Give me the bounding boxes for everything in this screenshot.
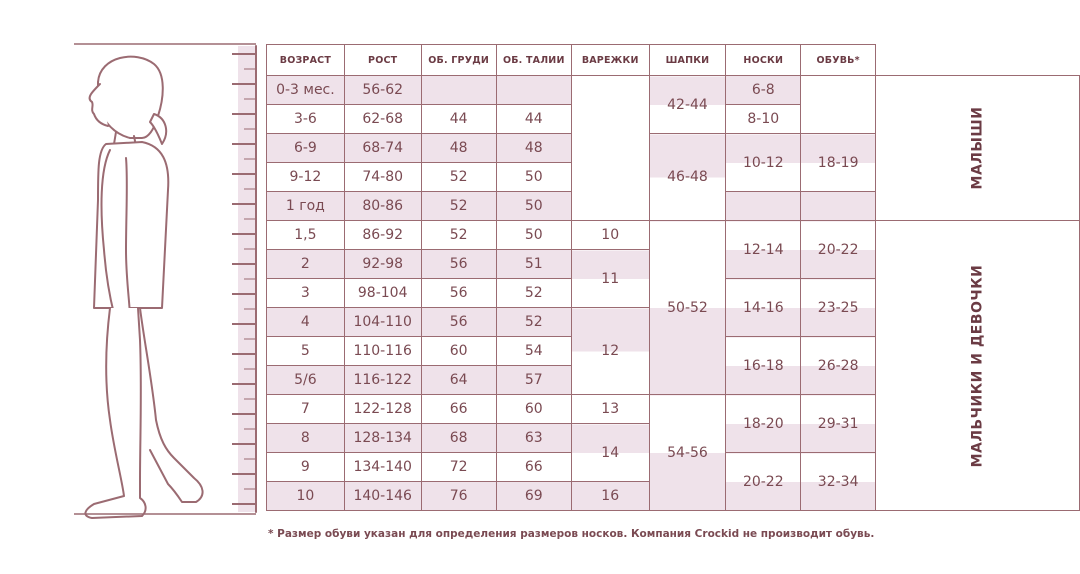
height-cell: 80-86 <box>344 192 421 221</box>
chest-cell: 52 <box>421 163 496 192</box>
chest-cell: 56 <box>421 308 496 337</box>
chest-cell: 44 <box>421 105 496 134</box>
waist-cell: 66 <box>496 453 571 482</box>
mittens-cell: 14 <box>571 424 649 482</box>
age-cell: 9 <box>267 453 345 482</box>
age-cell: 5/6 <box>267 366 345 395</box>
hats-cell: 54-56 <box>649 395 726 511</box>
footnote: * Размер обуви указан для определения размеров носков. Компания Crockid не производит обувь. <box>268 528 875 540</box>
chest-cell: 72 <box>421 453 496 482</box>
shoes-cell: 29-31 <box>801 395 876 453</box>
socks-cell: 8-10 <box>726 105 801 134</box>
waist-cell: 63 <box>496 424 571 453</box>
chest-cell: 64 <box>421 366 496 395</box>
age-cell: 8 <box>267 424 345 453</box>
age-cell: 5 <box>267 337 345 366</box>
mittens-cell: 10 <box>571 221 649 250</box>
size-table <box>266 44 1080 511</box>
group-babies-label: МАЛЫШИ <box>969 106 986 190</box>
waist-cell: 50 <box>496 163 571 192</box>
child-silhouette-icon <box>70 40 270 520</box>
waist-cell: 51 <box>496 250 571 279</box>
shoes-empty-cell <box>801 76 876 134</box>
waist-cell: 50 <box>496 221 571 250</box>
age-cell: 9-12 <box>267 163 345 192</box>
chest-cell <box>421 76 496 105</box>
chest-cell: 66 <box>421 395 496 424</box>
waist-cell: 48 <box>496 134 571 163</box>
height-cell: 116-122 <box>344 366 421 395</box>
shoes-cell: 26-28 <box>801 337 876 395</box>
mittens-cell: 12 <box>571 308 649 395</box>
socks-cell: 6-8 <box>726 76 801 105</box>
chest-cell: 76 <box>421 482 496 511</box>
shoes-cell: 32-34 <box>801 453 876 511</box>
waist-cell: 60 <box>496 395 571 424</box>
hats-cell: 46-48 <box>649 134 726 221</box>
header-row <box>267 45 1080 76</box>
age-cell: 1 год <box>267 192 345 221</box>
header-socks: НОСКИ <box>726 45 801 76</box>
socks-cell: 20-22 <box>726 453 801 511</box>
header-age: ВОЗРАСТ <box>267 45 345 76</box>
hats-cell: 42-44 <box>649 76 726 134</box>
height-cell: 86-92 <box>344 221 421 250</box>
height-cell: 134-140 <box>344 453 421 482</box>
chest-cell: 56 <box>421 279 496 308</box>
socks-cell: 18-20 <box>726 395 801 453</box>
height-cell: 56-62 <box>344 76 421 105</box>
waist-cell: 57 <box>496 366 571 395</box>
age-cell: 2 <box>267 250 345 279</box>
waist-cell: 52 <box>496 279 571 308</box>
height-cell: 92-98 <box>344 250 421 279</box>
age-cell: 1,5 <box>267 221 345 250</box>
height-cell: 140-146 <box>344 482 421 511</box>
waist-cell: 50 <box>496 192 571 221</box>
height-cell: 74-80 <box>344 163 421 192</box>
shoes-empty-cell <box>801 192 876 221</box>
height-cell: 122-128 <box>344 395 421 424</box>
age-cell: 3-6 <box>267 105 345 134</box>
age-cell: 3 <box>267 279 345 308</box>
shoes-cell: 18-19 <box>801 134 876 192</box>
chest-cell: 52 <box>421 221 496 250</box>
height-cell: 110-116 <box>344 337 421 366</box>
height-cell: 104-110 <box>344 308 421 337</box>
header-shoes: ОБУВЬ* <box>801 45 876 76</box>
socks-cell: 14-16 <box>726 279 801 337</box>
mittens-cell: 16 <box>571 482 649 511</box>
socks-cell: 16-18 <box>726 337 801 395</box>
header-mittens: ВАРЕЖКИ <box>571 45 649 76</box>
shoes-cell: 20-22 <box>801 221 876 279</box>
chest-cell: 56 <box>421 250 496 279</box>
socks-empty-cell <box>726 192 801 221</box>
age-cell: 10 <box>267 482 345 511</box>
child-figure-illustration <box>70 40 270 520</box>
chest-cell: 48 <box>421 134 496 163</box>
height-cell: 68-74 <box>344 134 421 163</box>
socks-cell: 10-12 <box>726 134 801 192</box>
age-cell: 6-9 <box>267 134 345 163</box>
age-cell: 4 <box>267 308 345 337</box>
header-height: РОСТ <box>344 45 421 76</box>
mittens-cell: 13 <box>571 395 649 424</box>
waist-cell: 44 <box>496 105 571 134</box>
header-waist: ОБ. ТАЛИИ <box>496 45 571 76</box>
chest-cell: 52 <box>421 192 496 221</box>
age-cell: 7 <box>267 395 345 424</box>
header-spacer <box>876 45 1080 76</box>
socks-cell: 12-14 <box>726 221 801 279</box>
group-kids <box>876 221 1080 511</box>
height-cell: 62-68 <box>344 105 421 134</box>
height-cell: 128-134 <box>344 424 421 453</box>
waist-cell: 54 <box>496 337 571 366</box>
hats-cell: 50-52 <box>649 221 726 395</box>
header-hats: ШАПКИ <box>649 45 726 76</box>
chest-cell: 68 <box>421 424 496 453</box>
mittens-empty-cell <box>571 76 649 221</box>
waist-cell <box>496 76 571 105</box>
mittens-cell: 11 <box>571 250 649 308</box>
age-cell: 0-3 мес. <box>267 76 345 105</box>
height-cell: 98-104 <box>344 279 421 308</box>
waist-cell: 69 <box>496 482 571 511</box>
header-chest: ОБ. ГРУДИ <box>421 45 496 76</box>
group-babies <box>876 76 1080 221</box>
waist-cell: 52 <box>496 308 571 337</box>
table-row <box>267 221 1080 250</box>
shoes-cell: 23-25 <box>801 279 876 337</box>
chest-cell: 60 <box>421 337 496 366</box>
group-kids-label: МАЛЬЧИКИ И ДЕВОЧКИ <box>969 264 986 467</box>
table-row <box>267 76 1080 105</box>
